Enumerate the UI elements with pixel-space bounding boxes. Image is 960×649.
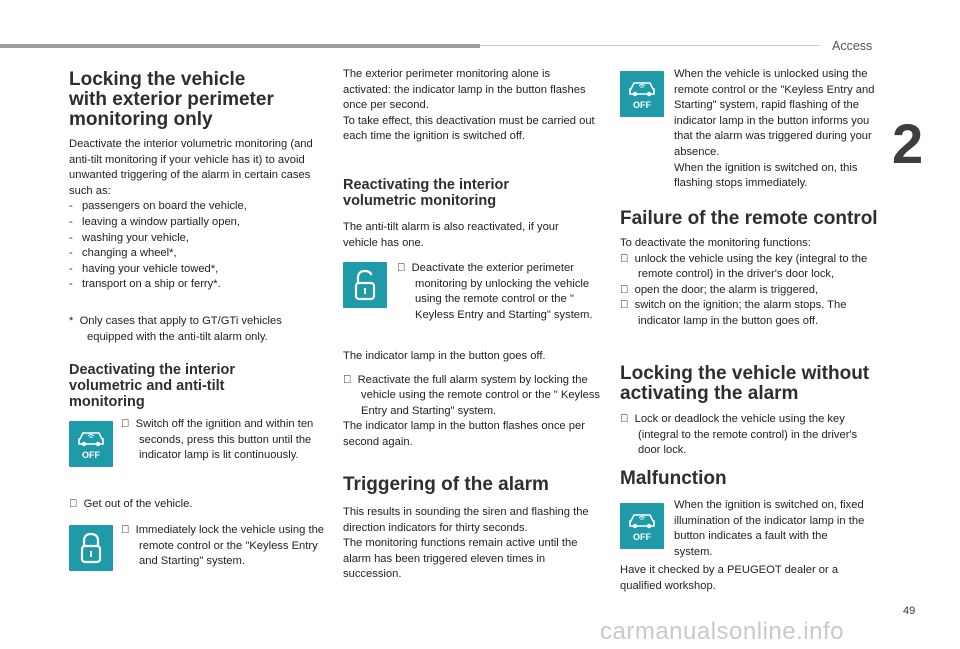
- step-lock-deadlock: Lock or deadlock the vehicle using the key (integral to the remote control) in the driver's door lock.: [620, 413, 880, 441]
- triggering-para-block: [343, 505, 593, 583]
- page-number: 49: [903, 605, 916, 617]
- perimeter-active-paragraph: The exterior perimeter monitoring alone is activated: the indicator lamp in the button flashes once per second.: [343, 68, 586, 112]
- step1-block: [121, 417, 318, 464]
- step2-block: [69, 497, 314, 513]
- deactivation-note: To take effect, this deactivation must be carried out each time the ignition is switched off.: [343, 114, 595, 143]
- failure-intro: To deactivate the monitoring functions:: [620, 237, 811, 249]
- padlock-closed-icon: [69, 525, 113, 571]
- col2-mid-block: [343, 349, 601, 451]
- malfunction-p2-block: [620, 563, 860, 594]
- watermark: carmanualsonline.info: [600, 618, 844, 645]
- reactivating-title-block: [343, 177, 563, 209]
- list-item: - changing a wheel*,: [69, 247, 177, 260]
- failure-steps-list: [620, 252, 882, 330]
- header-rule-thin: [480, 45, 820, 46]
- step-get-out: Get out of the vehicle.: [69, 498, 185, 510]
- col1-title-block: [69, 70, 274, 130]
- footnote: * Only cases that apply to GT/GTi vehicles equipped with the anti-tilt alarm only.: [69, 315, 282, 343]
- failure-title-block: [620, 209, 880, 229]
- subsection-title-reactivating: Reactivating the interior volumetric monitoring: [343, 177, 509, 209]
- step-switch-off: Switch off the ignition and within ten seconds, press this button until the indicator lamp is lit continuously.: [121, 418, 312, 462]
- flash-again-paragraph: The indicator lamp in the button flashes once per second again.: [343, 420, 585, 448]
- deactivating-title-block: [69, 362, 299, 410]
- section-label: Access: [832, 39, 873, 53]
- triggering-paragraph-1: This results in sounding the siren and flashing the direction indicators for thirty seconds.: [343, 506, 589, 534]
- failure-body-block: [620, 236, 882, 330]
- footnote-block: [69, 314, 314, 345]
- anti-tilt-paragraph: The anti-tilt alarm is also reactivated, if your vehicle has one.: [343, 221, 559, 249]
- step-reactivate-full: Reactivate the full alarm system by locking the vehicle using the remote control or the " Keyless Entry and Starting" system.: [343, 373, 601, 417]
- list-item: - passengers on board the vehicle,: [69, 200, 247, 213]
- step3-block: [121, 523, 326, 570]
- step-deactivate-perimeter: Deactivate the exterior perimeter monitoring by unlocking the vehicle using the remote control or the " Keyless Entry and Starting" system.: [397, 262, 593, 321]
- list-item: - washing your vehicle,: [69, 231, 190, 244]
- cases-list: [69, 199, 314, 293]
- padlock-open-icon: [343, 262, 387, 308]
- triggering-title-block: [343, 475, 601, 495]
- malfunction-p1-block: [674, 498, 869, 560]
- reactivating-para-block: [343, 220, 588, 251]
- alarm-off-button-icon: [620, 71, 664, 117]
- malfunction-paragraph: When the ignition is switched on, fixed illumination of the indicator lamp in the button indicates a fault with the system.: [674, 499, 865, 558]
- col1-intro-block: [69, 137, 314, 293]
- react-step-block: [397, 261, 597, 323]
- section-title-failure-remote: Failure of the remote control: [620, 208, 878, 229]
- list-item: switch on the ignition; the alarm stops. The indicator lamp in the button goes off.: [620, 299, 839, 327]
- col2-intro-block: [343, 67, 601, 145]
- unlock-paragraph: When the vehicle is unlocked using the remote control or the "Keyless Entry and Starting" system, rapid flashing of the indicator lamp in the button informs you that the alarm was triggered during your absence.: [674, 68, 875, 158]
- section-title-locking-perimeter: Locking the vehicle with exterior perimeter monitoring only: [69, 69, 274, 130]
- chapter-number: 2: [892, 112, 924, 175]
- ignition-paragraph: When the ignition is switched on, this flashing stops immediately.: [674, 161, 858, 190]
- step-lock-vehicle: Immediately lock the vehicle using the remote control or the "Keyless Entry and Starting" system.: [121, 524, 318, 568]
- lock-step-block: [620, 412, 882, 459]
- list-item: - transport on a ship or ferry*.: [69, 278, 221, 291]
- lamp-off-paragraph: The indicator lamp in the button goes off.: [343, 350, 546, 362]
- lock-title-block: [620, 364, 882, 404]
- alarm-off-button-icon: [69, 421, 113, 467]
- unlock-block: [674, 67, 880, 192]
- list-item: unlock the vehicle using the key (integral to the remote control) in the driver's door lock,: [620, 252, 859, 281]
- malfunction-title-block: [620, 469, 882, 489]
- list-item: open the door; the alarm is triggered,: [620, 283, 810, 296]
- dealer-paragraph: Have it checked by a PEUGEOT dealer or a qualified workshop.: [620, 564, 839, 592]
- list-item: - having your vehicle towed*,: [69, 262, 219, 275]
- list-item: - leaving a window partially open,: [69, 215, 241, 228]
- subsection-title-deactivating: Deactivating the interior volumetric and anti-tilt monitoring: [69, 362, 235, 410]
- off-label: OFF: [82, 450, 100, 460]
- off-label: OFF: [633, 532, 651, 542]
- section-title-triggering: Triggering of the alarm: [343, 474, 549, 495]
- header-rule: [0, 44, 480, 48]
- triggering-paragraph-2: The monitoring functions remain active until the alarm has been triggered eleven times in succession.: [343, 537, 578, 581]
- section-title-malfunction: Malfunction: [620, 468, 727, 489]
- off-label: OFF: [633, 100, 651, 110]
- intro-paragraph: Deactivate the interior volumetric monitoring (and anti-tilt monitoring if your vehicle has it) to avoid unwanted triggering of the alarm in certain cases such as:: [69, 138, 313, 197]
- section-title-locking-without-alarm: Locking the vehicle without activating the alarm: [620, 363, 870, 404]
- alarm-off-button-icon: [620, 503, 664, 549]
